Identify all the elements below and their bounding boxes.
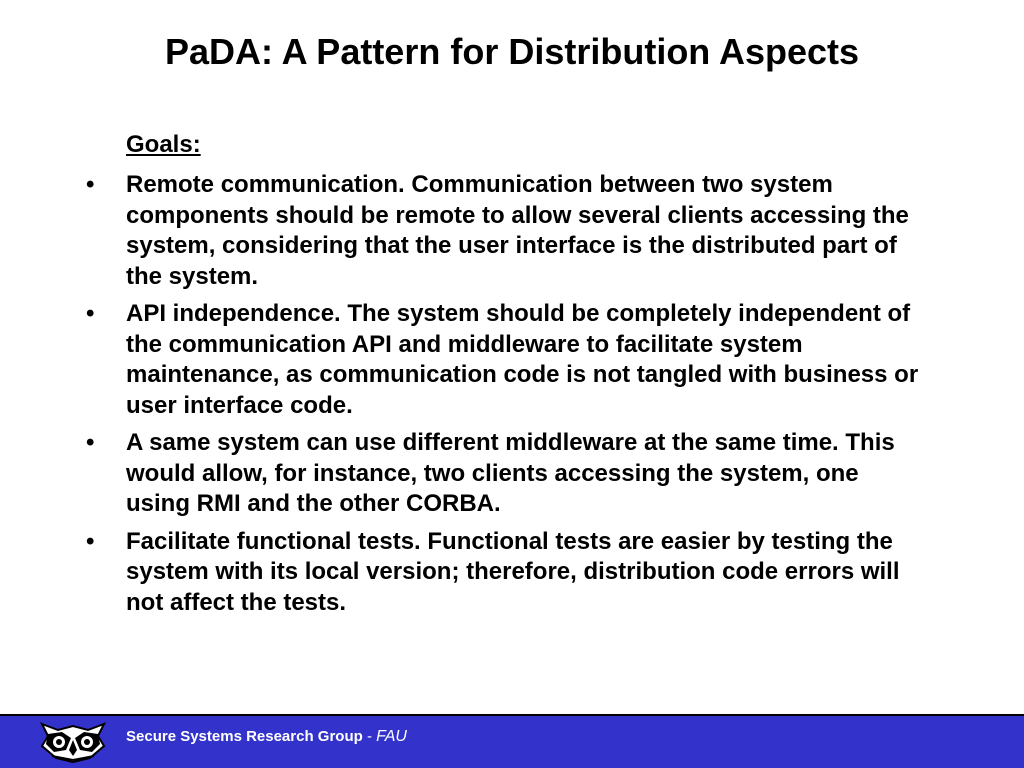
footer-caption	[126, 728, 407, 746]
list-item	[0, 170, 1024, 292]
bullet-text: Remote communication. Communication between two system components should be remote to allow several clients accessing the system, considering that the user interface is the distributed part of the system.	[126, 171, 909, 290]
footer-group-name: Secure Systems Research Group	[126, 728, 363, 745]
list-item	[0, 527, 1024, 619]
bullet-text: Facilitate functional tests. Functional tests are easier by testing the system with its local version; therefore, distribution code errors will not affect the tests.	[126, 527, 900, 616]
footer-bar	[0, 714, 1024, 768]
slide-title: PaDA: A Pattern for Distribution Aspects	[164, 31, 860, 72]
bullet-icon: •	[86, 300, 95, 327]
goals-heading: Goals:	[126, 131, 201, 158]
owl-logo-icon	[38, 720, 108, 764]
goals-list	[0, 170, 1024, 625]
bullet-icon: •	[86, 527, 95, 555]
list-item	[0, 428, 1024, 520]
footer-separator: -	[362, 728, 377, 745]
footer-affiliation: FAU	[376, 728, 407, 745]
bullet-text: A same system can use different middleware at the same time. This would allow, for instance, two clients accessing the system, one using RMI and the other CORBA.	[126, 429, 895, 517]
bullet-icon: •	[86, 429, 95, 456]
bullet-icon: •	[86, 171, 95, 198]
list-item	[0, 299, 1024, 421]
bullet-text: API independence. The system should be completely independent of the communication API and middleware to facilitate system maintenance, as communication code is not tangled with business or user interface code.	[126, 300, 919, 419]
